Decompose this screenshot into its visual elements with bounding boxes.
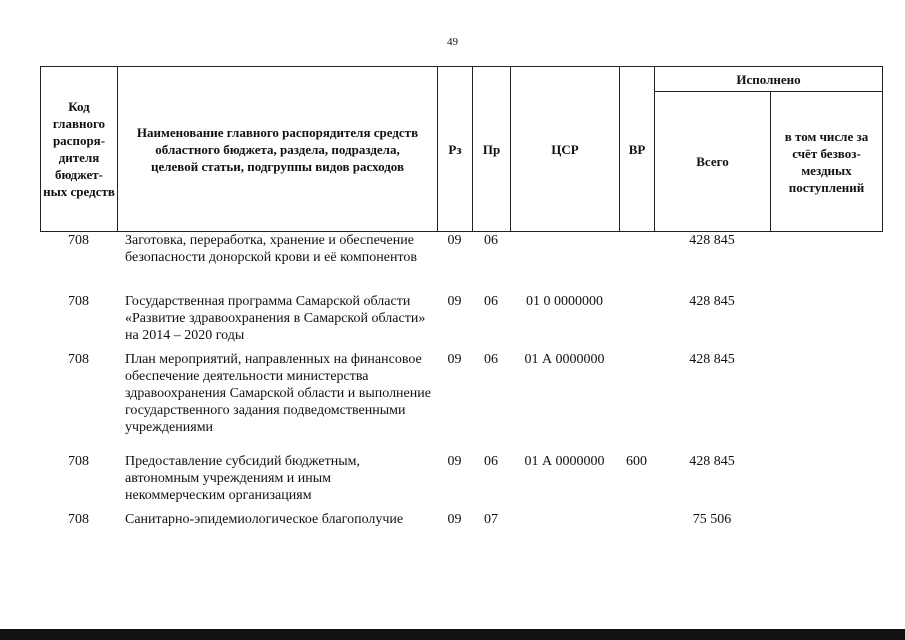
- cell-bezv: [770, 453, 882, 511]
- cell-code: 708: [68, 233, 89, 248]
- cell-csr: 01 А 0000000: [524, 454, 605, 469]
- cell-vr: [619, 511, 654, 535]
- cell-vr: [619, 351, 654, 453]
- cell-total: 75 506: [692, 512, 732, 527]
- header-vr: ВР: [620, 67, 655, 232]
- cell-rz: 09: [447, 454, 462, 469]
- cell-total: 428 845: [689, 294, 735, 309]
- cell-csr: [510, 511, 619, 535]
- cell-code: 708: [68, 454, 89, 469]
- scan-bottom-edge: [0, 629, 905, 640]
- cell-csr: 01 0 0000000: [526, 294, 603, 309]
- header-code: Код главного распоря-дителя бюджет-ных средств: [41, 67, 118, 232]
- table-row: [40, 453, 882, 511]
- table-row: [40, 232, 882, 293]
- header-rz: Рз: [438, 67, 473, 232]
- cell-pr: 06: [484, 352, 498, 367]
- cell-total: 428 845: [689, 454, 735, 469]
- cell-csr: 01 А 0000000: [524, 352, 605, 367]
- table-body: [40, 232, 882, 535]
- cell-rz: 09: [447, 294, 462, 309]
- cell-bezv: [770, 232, 882, 293]
- table-row: [40, 511, 882, 535]
- cell-name: План мероприятий, направленных на финансовое обеспечение деятельности министерства здравоохранения Самарской области и выполнение государственного задания подведомственными учреждениями: [125, 352, 431, 435]
- page-number: 49: [447, 36, 458, 48]
- header-name: Наименование главного распорядителя средств областного бюджета, раздела, подраздела, целевой статьи, подгруппы видов расходов: [118, 67, 438, 232]
- cell-name: Государственная программа Самарской области «Развитие здравоохранения в Самарской области» на 2014 – 2020 годы: [125, 294, 426, 343]
- cell-bezv: [770, 293, 882, 351]
- header-csr: ЦСР: [511, 67, 620, 232]
- cell-name: Предоставление субсидий бюджетным, автономным учреждениям и иным некоммерческим организациям: [125, 454, 361, 503]
- header-bezv: в том числе за счёт безвоз-мездных поступлений: [771, 92, 883, 232]
- cell-total: 428 845: [689, 233, 735, 248]
- table-row: [40, 293, 882, 351]
- cell-total: 428 845: [689, 352, 735, 367]
- cell-code: 708: [68, 294, 89, 309]
- header-executed: Исполнено: [655, 67, 883, 92]
- cell-csr: [510, 232, 619, 293]
- cell-vr: [619, 293, 654, 351]
- cell-pr: 07: [484, 512, 498, 527]
- cell-code: 708: [68, 512, 89, 527]
- table-row: [40, 351, 882, 453]
- cell-pr: 06: [484, 233, 498, 248]
- cell-name: Заготовка, переработка, хранение и обеспечение безопасности донорской крови и её компонентов: [125, 233, 418, 265]
- cell-rz: 09: [447, 352, 462, 367]
- cell-vr: 600: [626, 454, 647, 469]
- cell-pr: 06: [484, 294, 498, 309]
- cell-pr: 06: [484, 454, 498, 469]
- cell-vr: [619, 232, 654, 293]
- cell-bezv: [770, 351, 882, 453]
- cell-rz: 09: [447, 233, 462, 248]
- cell-code: 708: [68, 352, 89, 367]
- cell-name: Санитарно-эпидемиологическое благополучие: [125, 512, 404, 527]
- cell-bezv: [770, 511, 882, 535]
- cell-rz: 09: [447, 512, 462, 527]
- header-pr: Пр: [473, 67, 511, 232]
- header-total: Всего: [655, 92, 771, 232]
- table-header: [40, 66, 883, 232]
